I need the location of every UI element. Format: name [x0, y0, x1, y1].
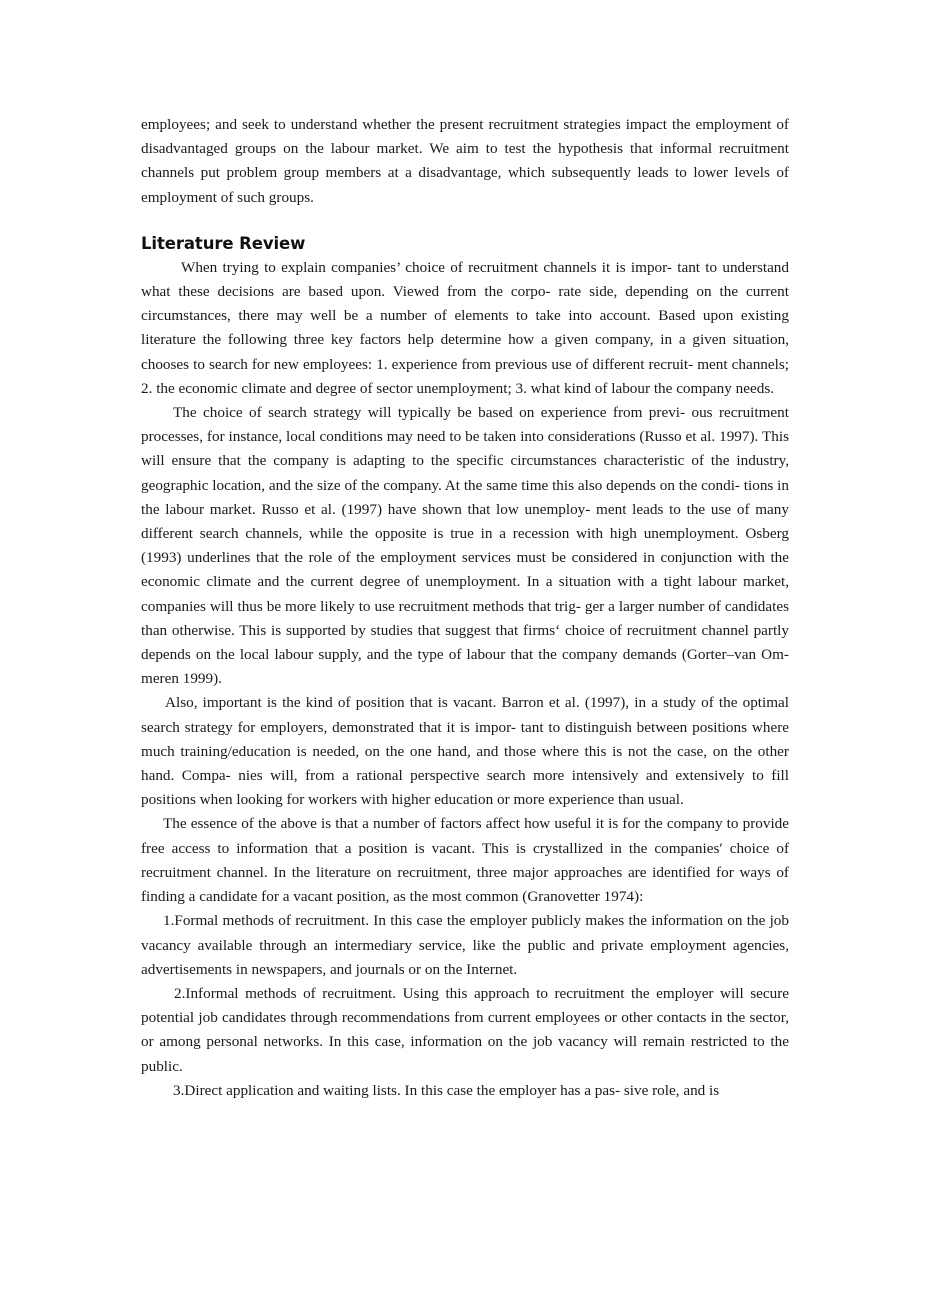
paragraph-kind-of-position: Also, important is the kind of position that is vacant. Barron et al. (1997), in a study of the optimal search strategy for employers, demonstrated that it is impor- tant to distinguish between positions where much training/education is needed, on the one hand, and those where this is not the case, on the other hand. Compa- nies will, from a rational perspective search more intensively and extensively to fill positions when looking for workers with higher education or more experience than usual.: [141, 694, 789, 809]
paragraph-key-factors: When trying to explain companies’ choice of recruitment channels it is impor- tant to understand what these decisions are based upon. Viewed from the corpo- rate side, depending on the current circumstances, there may well be a number of elements to take into account. Based upon existing literature the following three key factors help determine how a given company, in a given situation, chooses to search for new employees: 1. experience from previous use of different recruit- ment channels; 2. the economic climate and degree of sector unemployment; 3. what kind of labour the company needs.: [141, 258, 789, 397]
section-heading-literature-review: Literature Review: [141, 233, 306, 253]
paragraph-search-strategy: The choice of search strategy will typically be based on experience from previ- ous recruitment processes, for instance, local conditions may need to be taken into considerations (Russo et al. 1997). This will ensure that the company is adapting to the specific circumstances characteristic of the industry, geographic location, and the size of the company. At the same time this also depends on the condi- tions in the labour market. Russo et al. (1997) have shown that low unemploy- ment leads to the use of many different search channels, while the opposite is true in a recession with high unemployment. Osberg (1993) underlines that the role of the employment services must be considered in conjunction with the economic climate and the current degree of unemployment. In a situation with a tight labour market, companies will thus be more likely to use recruitment methods that trig- ger a larger number of candidates than otherwise. This is supported by studies that suggest that firms‘ choice of recruitment channel partly depends on the local labour supply, and the type of labour that the company demands (Gorter–van Om- meren 1999).: [141, 404, 789, 688]
intro-paragraph-end: employees; and seek to understand whether the present recruitment strategies impact the employment of disadvantaged groups on the labour market. We aim to test the hypothesis that informal recruitment channels put problem group members at a disadvantage, which subsequently leads to lower levels of employment of such groups.: [141, 116, 789, 206]
paragraph-essence: The essence of the above is that a number of factors affect how useful it is for the company to provide free access to information that a position is vacant. This is crystallized in the companies′ choice of recruitment channel. In the literature on recruitment, three major approaches are identified for ways of finding a candidate for a vacant position, as the most common (Granovetter 1974):: [141, 815, 789, 906]
list-item-formal-methods: 1.Formal methods of recruitment. In this case the employer publicly makes the information on the job vacancy available through an intermediary service, like the public and private employment agencies, advertisements in newspapers, and journals or on the Internet.: [141, 912, 789, 978]
list-item-direct-application: 3.Direct application and waiting lists. In this case the employer has a pas- sive role, and is: [173, 1081, 720, 1099]
list-item-informal-methods: 2.Informal methods of recruitment. Using this approach to recruitment the employer will secure potential job candidates through recommendations from current employees or other contacts in the sector, or among personal networks. In this case, information on the job vacancy will remain restricted to the public.: [141, 984, 789, 1075]
document-page: [141, 113, 789, 1103]
